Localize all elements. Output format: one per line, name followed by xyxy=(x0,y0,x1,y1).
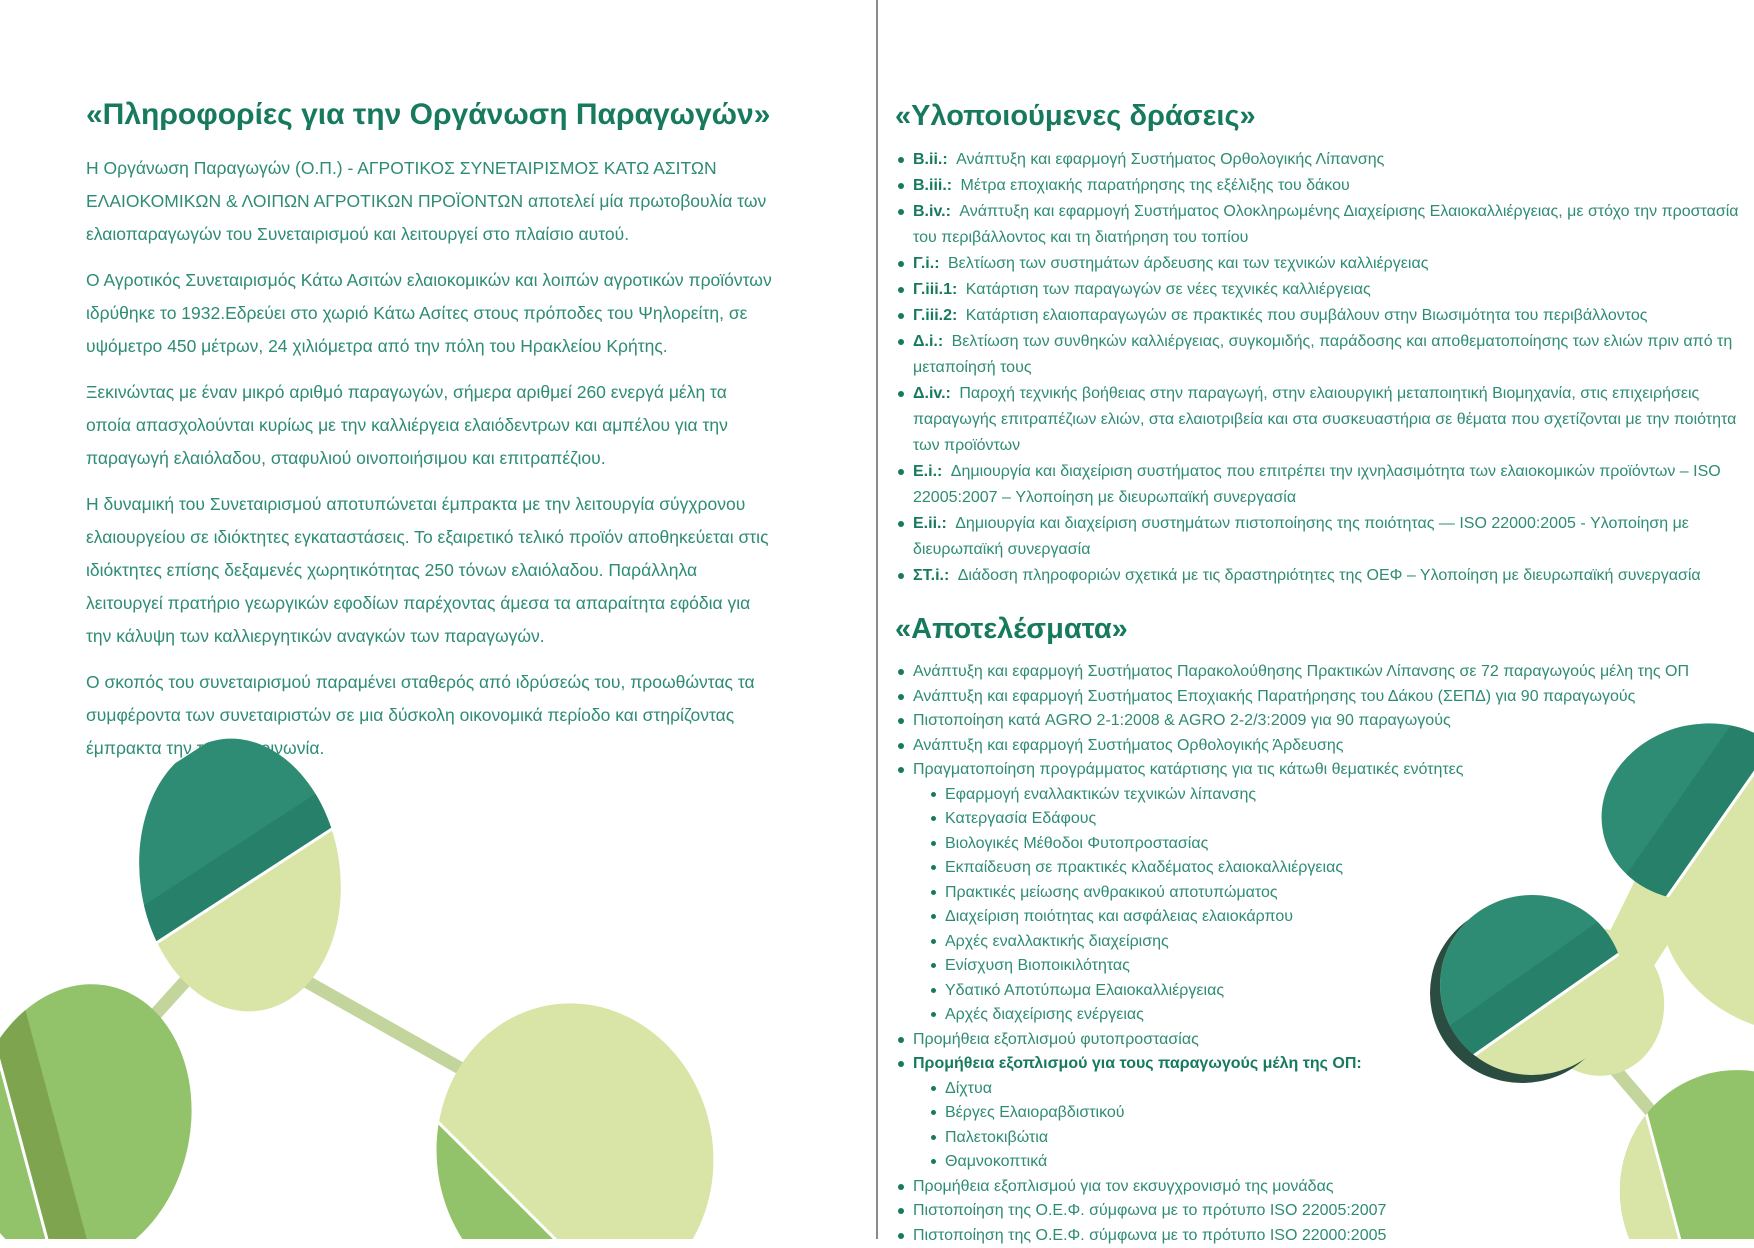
action-code: Β.iii.: xyxy=(913,177,952,194)
action-code: Δ.i.: xyxy=(913,333,943,350)
intro-paragraph: Ο σκοπός του συνεταιρισμού παραμένει σταθερός από ιδρύσεώς του, προωθώντας τα συμφέροντα των συνεταιριστών σε μια δύσκολη οικονομικά περίοδο και στηρίζοντας έμπρακτα την τοπική κοινωνία. xyxy=(86,666,776,765)
intro-paragraph: Η Οργάνωση Παραγωγών (Ο.Π.) - ΑΓΡΟΤΙΚΟΣ ΣΥΝΕΤΑΙΡΙΣΜΟΣ ΚΑΤΩ ΑΣΙΤΩΝ ΕΛΑΙΟΚΟΜΙΚΩΝ & ΛΟΙΠΩΝ ΑΓΡΟΤΙΚΩΝ ΠΡΟΪΟΝΤΩΝ αποτελεί μία πρωτοβουλία των ελαιοπαραγωγών του Συνεταιρισμού και λειτουργεί στο πλαίσιο αυτού. xyxy=(86,152,776,251)
result-subitem: Βέργες Ελαιοραβδιστικού xyxy=(927,1101,1740,1126)
result-subitem: Εκπαίδευση σε πρακτικές κλαδέματος ελαιοκαλλιέργειας xyxy=(927,856,1740,881)
action-item: Ε.i.: Δημιουργία και διαχείριση συστήματος που επιτρέπει την ιχνηλασιμότητα των ελαιοκομικών προϊόντων – ISO 22005:2007 – Υλοποίηση με διευρωπαϊκή συνεργασία xyxy=(895,459,1740,511)
action-item: Γ.iii.2: Κατάρτιση ελαιοπαραγωγών σε πρακτικές που συμβάλουν στην Βιωσιμότητα του περιβάλλοντος xyxy=(895,303,1740,329)
result-item: Πιστοποίηση της Ο.Ε.Φ. σύμφωνα με το πρότυπο ISO 22000:2005 xyxy=(895,1224,1740,1248)
result-item: Ανάπτυξη και εφαρμογή Συστήματος Ορθολογικής Άρδευσης xyxy=(895,734,1740,759)
result-subitem: Εφαρμογή εναλλακτικών τεχνικών λίπανσης xyxy=(927,783,1740,808)
intro-paragraphs xyxy=(86,152,776,765)
page-right xyxy=(877,0,1754,1239)
action-code: ΣΤ.i.: xyxy=(913,567,949,584)
action-code: Γ.i.: xyxy=(913,255,940,272)
result-subitem: Πρακτικές μείωσης ανθρακικού αποτυπώματος xyxy=(927,881,1740,906)
result-subitem: Υδατικό Αποτύπωμα Ελαιοκαλλιέργειας xyxy=(927,979,1740,1004)
result-subitem: Κατεργασία Εδάφους xyxy=(927,807,1740,832)
result-item: Ανάπτυξη και εφαρμογή Συστήματος Παρακολούθησης Πρακτικών Λίπανσης σε 72 παραγωγούς μέλη της ΟΠ xyxy=(895,660,1740,685)
action-code: Γ.iii.1: xyxy=(913,281,957,298)
action-code: Γ.iii.2: xyxy=(913,307,957,324)
results-title: «Αποτελέσματα» xyxy=(895,611,1740,647)
result-item: Πιστοποίηση της Ο.Ε.Φ. σύμφωνα με το πρότυπο ISO 22005:2007 xyxy=(895,1199,1740,1224)
action-code: Β.iv.: xyxy=(913,203,951,220)
action-item: Ε.ii.: Δημιουργία και διαχείριση συστημάτων πιστοποίησης της ποιότητας — ISO 22000:2005 - Υλοποίηση με διευρωπαϊκή συνεργασία xyxy=(895,511,1740,563)
result-subitem: Αρχές εναλλακτικής διαχείρισης xyxy=(927,930,1740,955)
page-left xyxy=(0,0,877,1239)
action-item: ΣΤ.i.: Διάδοση πληροφοριών σχετικά με τις δραστηριότητες της ΟΕΦ – Υλοποίηση με διευρωπαϊκή συνεργασία xyxy=(895,563,1740,589)
result-subitem: Διαχείριση ποιότητας και ασφάλειας ελαιοκάρπου xyxy=(927,905,1740,930)
result-sublist xyxy=(927,783,1740,1028)
result-sublist xyxy=(927,1077,1740,1175)
result-subitem: Παλετοκιβώτια xyxy=(927,1126,1740,1151)
result-item: Πιστοποίηση κατά AGRO 2-1:2008 & AGRO 2-2/3:2009 για 90 παραγωγούς xyxy=(895,709,1740,734)
action-item: Γ.iii.1: Κατάρτιση των παραγωγών σε νέες τεχνικές καλλιέργειας xyxy=(895,277,1740,303)
result-subitem: Θαμνοκοπτικά xyxy=(927,1150,1740,1175)
result-subitem: Ενίσχυση Βιοποικιλότητας xyxy=(927,954,1740,979)
actions-list xyxy=(895,147,1740,589)
result-subitem: Βιολογικές Μέθοδοι Φυτοπροστασίας xyxy=(927,832,1740,857)
action-item: Δ.i.: Βελτίωση των συνθηκών καλλιέργειας, συγκομιδής, παράδοσης και αποθεματοποίησης των ελιών πριν από τη μεταποίησή τους xyxy=(895,329,1740,381)
intro-paragraph: Ο Αγροτικός Συνεταιρισμός Κάτω Ασιτών ελαιοκομικών και λοιπών αγροτικών προϊόντων ιδρύθηκε το 1932.Εδρεύει στο χωριό Κάτω Ασίτες στους πρόποδες του Ψηλορείτη, σε υψόμετρο 450 μέτρων, 24 χιλιόμετρα από την πόλη του Ηρακλείου Κρήτης. xyxy=(86,264,776,363)
action-item: Δ.iv.: Παροχή τεχνικής βοήθειας στην παραγωγή, στην ελαιουργική μεταποιητική Βιομηχανία, στις επιχειρήσεις παραγωγής επιτραπέζιων ελιών, στα ελαιοτριβεία και στα συσκευαστήρια σε θέματα που σχετίζονται με την ποιότητα των προϊόντων xyxy=(895,381,1740,459)
action-item: Γ.i.: Βελτίωση των συστημάτων άρδευσης και των τεχνικών καλλιέργειας xyxy=(895,251,1740,277)
intro-paragraph: Η δυναμική του Συνεταιρισμού αποτυπώνεται έμπρακτα με την λειτουργία σύγχρονου ελαιουργείου σε ιδιόκτητες εγκαταστάσεις. Το εξαιρετικό τελικό προϊόν αποθηκεύεται στις ιδιόκτητες επίσης δεξαμενές χωρητικότητας 250 τόνων ελαιόλαδου. Παράλληλα λειτουργεί πρατήριο γεωργικών εφοδίων παρέχοντας άμεσα τα απαραίτητα εφόδια για την κάλυψη των καλλιεργητικών αναγκών των παραγωγών. xyxy=(86,488,776,653)
result-subitem: Δίχτυα xyxy=(927,1077,1740,1102)
result-item: Πραγματοποίηση προγράμματος κατάρτισης για τις κάτωθι θεματικές ενότητες Εφαρμογή εναλλακτικών τεχνικών λίπανσης Κατεργασία Εδάφους Βιολογικές Μέθοδοι Φυτοπροστασίας Εκπαίδευση σε πρακτικές κλαδέματος ελαιοκαλλιέργειας Πρακτικές μείωσης ανθρακικού αποτυπώματος Διαχείριση ποιότητας και ασφάλειας ελαιοκάρπου Αρχές εναλλακτικής διαχείρισης Ενίσχυση Βιοποικιλότητας Υδατικό Αποτύπωμα Ελαιοκαλλιέργειας Αρχές διαχείρισης ενέργειας xyxy=(895,758,1740,1028)
results-list xyxy=(895,660,1740,1248)
action-code: Δ.iv.: xyxy=(913,385,951,402)
result-subitem: Αρχές διαχείρισης ενέργειας xyxy=(927,1003,1740,1028)
action-code: Ε.i.: xyxy=(913,463,942,480)
result-item: Προμήθεια εξοπλισμού φυτοπροστασίας xyxy=(895,1028,1740,1053)
action-item: Β.iv.: Ανάπτυξη και εφαρμογή Συστήματος Ολοκληρωμένης Διαχείρισης Ελαιοκαλλιέργειας, με στόχο την προστασία του περιβάλλοντος και τη διατήρηση του τοπίου xyxy=(895,199,1740,251)
action-item: Β.ii.: Ανάπτυξη και εφαρμογή Συστήματος Ορθολογικής Λίπανσης xyxy=(895,147,1740,173)
intro-paragraph: Ξεκινώντας με έναν μικρό αριθμό παραγωγών, σήμερα αριθμεί 260 ενεργά μέλη τα οποία απασχολούνται κυρίως με την καλλιέργεια ελαιόδεντρων και αμπέλου για την παραγωγή ελαιόλαδου, σταφυλιού οινοποιήσιμου και επιτραπέζιου. xyxy=(86,376,776,475)
result-item: Ανάπτυξη και εφαρμογή Συστήματος Εποχιακής Παρατήρησης του Δάκου (ΣΕΠΔ) για 90 παραγωγούς xyxy=(895,685,1740,710)
result-item: Προμήθεια εξοπλισμού για τους παραγωγούς μέλη της ΟΠ: Δίχτυα Βέργες Ελαιοραβδιστικού Παλετοκιβώτια Θαμνοκοπτικά xyxy=(895,1052,1740,1175)
result-item: Προμήθεια εξοπλισμού για τον εκσυγχρονισμό της μονάδας xyxy=(895,1175,1740,1200)
action-code: Ε.ii.: xyxy=(913,515,947,532)
action-code: Β.ii.: xyxy=(913,151,948,168)
action-item: Β.iii.: Μέτρα εποχιακής παρατήρησης της εξέλιξης του δάκου xyxy=(895,173,1740,199)
left-page-title: «Πληροφορίες για την Οργάνωση Παραγωγών» xyxy=(86,96,877,134)
actions-title: «Υλοποιούμενες δράσεις» xyxy=(895,98,1740,134)
